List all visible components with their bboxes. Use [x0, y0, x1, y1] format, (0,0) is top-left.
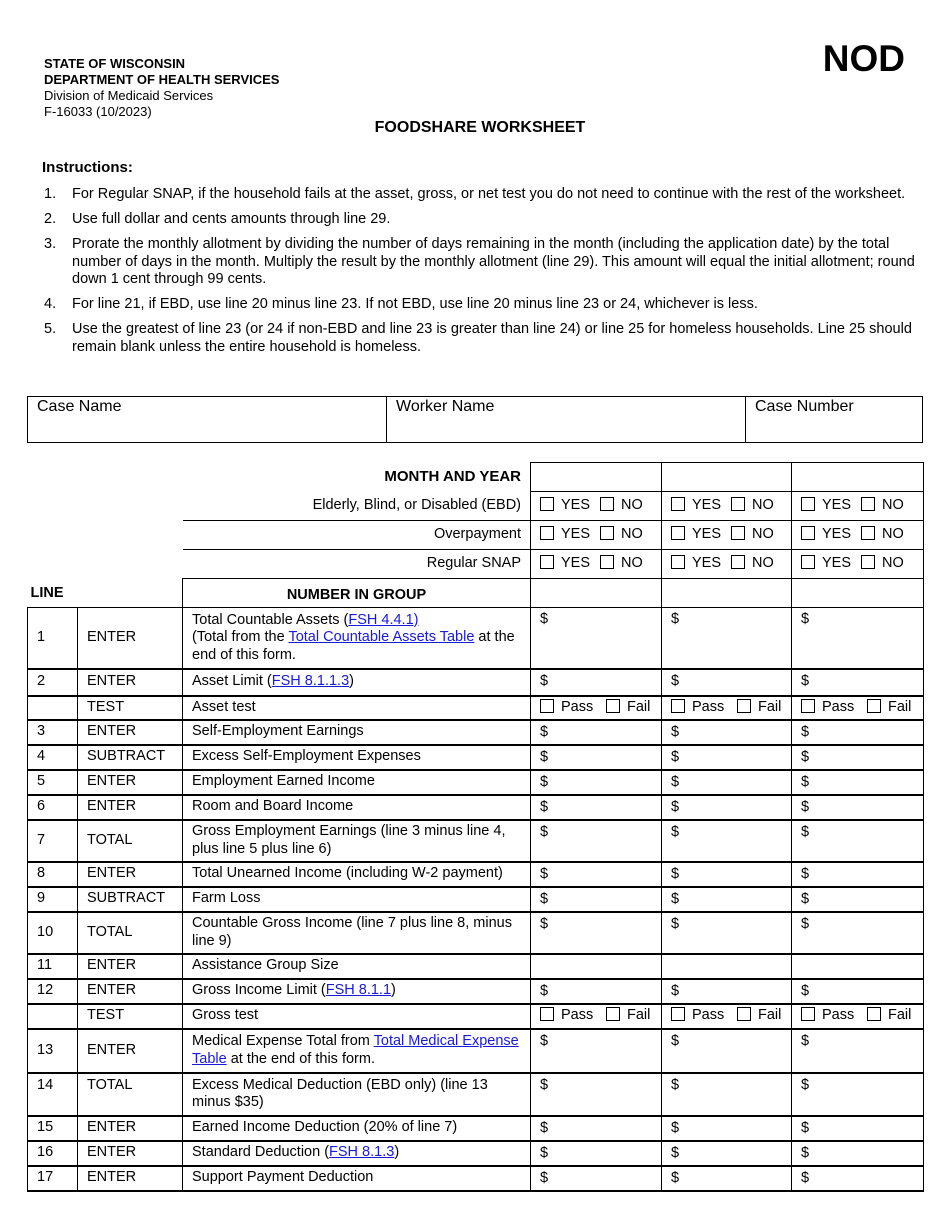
line-action: TEST: [78, 696, 183, 720]
amount-field[interactable]: $: [792, 720, 924, 745]
line-action: SUBTRACT: [78, 887, 183, 912]
department-name: DEPARTMENT OF HEALTH SERVICES: [44, 72, 280, 87]
amount-field[interactable]: $: [662, 720, 792, 745]
fsh-link[interactable]: FSH 8.1.1.3: [271, 673, 350, 690]
ebd-choice: YES NO: [531, 492, 662, 521]
line-action: ENTER: [78, 795, 183, 820]
table-row: [28, 1141, 924, 1166]
no-checkbox[interactable]: [861, 555, 875, 569]
table-row: [28, 795, 924, 820]
instruction-item: 5. Use the greatest of line 23 (or 24 if non-EBD and line 23 is greater than line 24) or line 25 for homeless households. Line 25 should remain blank unless the entire household is homeless.: [44, 321, 912, 355]
amount-field[interactable]: $: [531, 795, 662, 820]
pass-checkbox[interactable]: [801, 699, 815, 713]
regular-snap-choice: YES NO: [662, 550, 792, 579]
case-name-field[interactable]: Case Name: [28, 397, 387, 443]
table-row: [28, 1116, 924, 1141]
amount-field[interactable]: $: [662, 745, 792, 770]
pass-checkbox[interactable]: [671, 1007, 685, 1021]
table-row: [28, 696, 924, 720]
instruction-item: 3. Prorate the monthly allotment by dividing the number of days remaining in the month (including the application date) by the total number of days in the month. Multiply the result by the monthly allotment (line 29). This amount will equal the initial allotment; round down 1 cent through 99 cents.: [44, 236, 915, 287]
line-description: Farm Loss: [183, 887, 531, 912]
amount-field[interactable]: $: [531, 720, 662, 745]
line-number: [28, 696, 78, 720]
table-row: [28, 979, 924, 1004]
amount-field[interactable]: $: [531, 862, 662, 887]
no-checkbox[interactable]: [731, 555, 745, 569]
amount-field[interactable]: $: [531, 1116, 662, 1141]
month-year-input[interactable]: [662, 463, 792, 492]
instruction-item: 2. Use full dollar and cents amounts through line 29.: [44, 211, 391, 227]
fail-checkbox[interactable]: [606, 699, 620, 713]
amount-field[interactable]: $: [792, 745, 924, 770]
amount-field[interactable]: $: [662, 669, 792, 696]
line-header: LINE: [30, 584, 64, 601]
table-row: [28, 1166, 924, 1191]
yes-checkbox[interactable]: [801, 526, 815, 540]
line-number: 16: [28, 1141, 78, 1166]
pass-fail-choice: Pass Fail: [792, 1004, 924, 1029]
line-action: TOTAL: [78, 912, 183, 954]
overpayment-choice: YES NO: [531, 521, 662, 550]
case-info-table: [27, 396, 923, 443]
ebd-choice: YES NO: [792, 492, 924, 521]
group-header: NUMBER IN GROUP: [183, 579, 531, 608]
table-row: [28, 887, 924, 912]
line-action: ENTER: [78, 669, 183, 696]
line-action: ENTER: [78, 862, 183, 887]
no-checkbox[interactable]: [600, 555, 614, 569]
line-action: ENTER: [78, 1116, 183, 1141]
regular-snap-label: Regular SNAP: [183, 550, 531, 579]
amount-field[interactable]: $: [531, 608, 662, 669]
line-action: ENTER: [78, 1141, 183, 1166]
amount-field[interactable]: $: [662, 770, 792, 795]
fsh-link[interactable]: FSH 4.4.1): [348, 611, 419, 628]
pass-fail-choice: Pass Fail: [662, 1004, 792, 1029]
line-description: Excess Medical Deduction (EBD only) (line 13 minus $35): [183, 1073, 531, 1116]
division-name: Division of Medicaid Services: [44, 88, 214, 103]
no-checkbox[interactable]: [600, 497, 614, 511]
line-description: Earned Income Deduction (20% of line 7): [183, 1116, 531, 1141]
yes-checkbox[interactable]: [540, 555, 554, 569]
amount-field[interactable]: $: [662, 820, 792, 862]
line-number: 12: [28, 979, 78, 1004]
fail-checkbox[interactable]: [737, 699, 751, 713]
line-description: Medical Expense Total from Total Medical Expense Table at the end of this form.: [183, 1029, 531, 1073]
agency-header: [44, 56, 279, 120]
amount-field[interactable]: $: [792, 887, 924, 912]
amount-field[interactable]: $: [662, 1029, 792, 1073]
no-checkbox[interactable]: [861, 526, 875, 540]
line-number: 17: [28, 1166, 78, 1191]
no-checkbox[interactable]: [731, 526, 745, 540]
month-year-label: MONTH AND YEAR: [384, 468, 522, 486]
line-description: Excess Self-Employment Expenses: [183, 745, 531, 770]
group-size-field[interactable]: [792, 954, 924, 979]
medical-table-link[interactable]: Total Medical Expense Table: [192, 1033, 519, 1067]
amount-field[interactable]: $: [531, 1166, 662, 1191]
amount-field[interactable]: $: [792, 1166, 924, 1191]
pass-checkbox[interactable]: [540, 699, 554, 713]
line-action: SUBTRACT: [78, 745, 183, 770]
amount-field[interactable]: $: [531, 979, 662, 1004]
amount-field[interactable]: $: [662, 1073, 792, 1116]
table-row: [28, 1004, 924, 1029]
line-number: 11: [28, 954, 78, 979]
line-description: Asset test: [183, 696, 531, 720]
amount-field[interactable]: $: [531, 1073, 662, 1116]
state-name: STATE OF WISCONSIN: [44, 56, 186, 71]
assets-table-link[interactable]: Total Countable Assets Table: [288, 629, 475, 645]
group-input[interactable]: [662, 579, 792, 608]
amount-field[interactable]: $: [662, 1116, 792, 1141]
group-input[interactable]: [792, 579, 924, 608]
line-number: 14: [28, 1073, 78, 1116]
amount-field[interactable]: $: [531, 669, 662, 696]
group-size-field[interactable]: [662, 954, 792, 979]
line-number: 15: [28, 1116, 78, 1141]
group-size-field[interactable]: [531, 954, 662, 979]
line-description: Room and Board Income: [183, 795, 531, 820]
line-number: 9: [28, 887, 78, 912]
table-row: [28, 720, 924, 745]
pass-checkbox[interactable]: [540, 1007, 554, 1021]
amount-field[interactable]: $: [792, 1029, 924, 1073]
regular-snap-choice: YES NO: [531, 550, 662, 579]
page-title: FOODSHARE WORKSHEET: [374, 119, 586, 136]
overpayment-choice: YES NO: [792, 521, 924, 550]
ebd-label: Elderly, Blind, or Disabled (EBD): [183, 492, 531, 521]
amount-field[interactable]: $: [662, 912, 792, 954]
line-description: Gross Employment Earnings (line 3 minus line 4, plus line 5 plus line 6): [183, 820, 531, 862]
instruction-item: 4. For line 21, if EBD, use line 20 minus line 23. If not EBD, use line 20 minus line 23 or 24, whichever is less.: [44, 296, 758, 312]
table-row: [28, 669, 924, 696]
worker-name-field[interactable]: Worker Name: [387, 397, 746, 443]
pass-fail-choice: Pass Fail: [531, 696, 662, 720]
line-number: [28, 1004, 78, 1029]
line-description: Asset Limit (FSH 8.1.1.3): [183, 669, 531, 696]
month-year-input[interactable]: [792, 463, 924, 492]
line-number: 13: [28, 1029, 78, 1073]
amount-field[interactable]: $: [792, 862, 924, 887]
table-row: [28, 912, 924, 954]
amount-field[interactable]: $: [662, 608, 792, 669]
amount-field[interactable]: $: [662, 862, 792, 887]
amount-field[interactable]: $: [531, 887, 662, 912]
instruction-item: 1. For Regular SNAP, if the household fails at the asset, gross, or net test you do not need to continue with the rest of the worksheet.: [44, 186, 906, 202]
yes-checkbox[interactable]: [540, 497, 554, 511]
corner-code: NOD: [822, 38, 905, 79]
month-year-input[interactable]: [531, 463, 662, 492]
line-number: 3: [28, 720, 78, 745]
fsh-link[interactable]: FSH 8.1.1: [325, 982, 392, 999]
amount-field[interactable]: $: [531, 912, 662, 954]
amount-field[interactable]: $: [662, 979, 792, 1004]
yes-checkbox[interactable]: [671, 555, 685, 569]
worksheet-table: [27, 462, 924, 1192]
amount-field[interactable]: $: [792, 795, 924, 820]
amount-field[interactable]: $: [531, 1141, 662, 1166]
line-description: Gross Income Limit (FSH 8.1.1): [183, 979, 531, 1004]
regular-snap-choice: YES NO: [792, 550, 924, 579]
amount-field[interactable]: $: [792, 1141, 924, 1166]
line-number: 5: [28, 770, 78, 795]
amount-field[interactable]: $: [792, 770, 924, 795]
amount-field[interactable]: $: [531, 770, 662, 795]
line-description: Total Unearned Income (including W-2 payment): [183, 862, 531, 887]
overpayment-label: Overpayment: [183, 521, 531, 550]
no-checkbox[interactable]: [861, 497, 875, 511]
case-number-field[interactable]: Case Number: [746, 397, 923, 443]
yes-checkbox[interactable]: [801, 497, 815, 511]
ebd-choice: YES NO: [662, 492, 792, 521]
line-action: ENTER: [78, 979, 183, 1004]
yes-checkbox[interactable]: [540, 526, 554, 540]
line-number: 8: [28, 862, 78, 887]
instructions-list: [44, 186, 929, 364]
amount-field[interactable]: $: [662, 1141, 792, 1166]
table-row: [28, 608, 924, 669]
fail-checkbox[interactable]: [867, 1007, 881, 1021]
amount-field[interactable]: $: [792, 979, 924, 1004]
line-action: ENTER: [78, 770, 183, 795]
line-description: Gross test: [183, 1004, 531, 1029]
line-action: TOTAL: [78, 1073, 183, 1116]
line-action: ENTER: [78, 1029, 183, 1073]
table-row: [28, 1073, 924, 1116]
line-description: Total Countable Assets (FSH 4.4.1) (Total from the Total Countable Assets Table at the end of this form.: [183, 608, 531, 669]
yes-checkbox[interactable]: [671, 497, 685, 511]
amount-field[interactable]: $: [662, 887, 792, 912]
line-description: Countable Gross Income (line 7 plus line 8, minus line 9): [183, 912, 531, 954]
line-number: 10: [28, 912, 78, 954]
amount-field[interactable]: $: [792, 608, 924, 669]
yes-checkbox[interactable]: [671, 526, 685, 540]
line-number: 2: [28, 669, 78, 696]
amount-field[interactable]: $: [531, 745, 662, 770]
line-description: Employment Earned Income: [183, 770, 531, 795]
yes-checkbox[interactable]: [801, 555, 815, 569]
group-input[interactable]: [531, 579, 662, 608]
amount-field[interactable]: $: [662, 795, 792, 820]
line-action: ENTER: [78, 954, 183, 979]
amount-field[interactable]: $: [792, 820, 924, 862]
amount-field[interactable]: $: [531, 820, 662, 862]
pass-fail-choice: Pass Fail: [531, 1004, 662, 1029]
table-row: [28, 820, 924, 862]
line-description: Standard Deduction (FSH 8.1.3): [183, 1141, 531, 1166]
line-action: TOTAL: [78, 820, 183, 862]
line-number: 7: [28, 820, 78, 862]
fail-checkbox[interactable]: [737, 1007, 751, 1021]
amount-field[interactable]: $: [792, 1073, 924, 1116]
line-description: Support Payment Deduction: [183, 1166, 531, 1191]
table-row: [28, 862, 924, 887]
line-description: Assistance Group Size: [183, 954, 531, 979]
line-action: ENTER: [78, 1166, 183, 1191]
line-number: 6: [28, 795, 78, 820]
fail-checkbox[interactable]: [606, 1007, 620, 1021]
overpayment-choice: YES NO: [662, 521, 792, 550]
line-number: 1: [28, 608, 78, 669]
form-number: F-16033 (10/2023): [44, 104, 152, 119]
line-action: ENTER: [78, 720, 183, 745]
amount-field[interactable]: $: [792, 1116, 924, 1141]
table-row: [28, 745, 924, 770]
line-action: ENTER: [78, 608, 183, 669]
no-checkbox[interactable]: [600, 526, 614, 540]
table-row: [28, 954, 924, 979]
line-action: TEST: [78, 1004, 183, 1029]
line-number: 4: [28, 745, 78, 770]
pass-checkbox[interactable]: [671, 699, 685, 713]
pass-fail-choice: Pass Fail: [792, 696, 924, 720]
fail-checkbox[interactable]: [867, 699, 881, 713]
amount-field[interactable]: $: [662, 1166, 792, 1191]
amount-field[interactable]: $: [792, 669, 924, 696]
table-row: [28, 770, 924, 795]
pass-checkbox[interactable]: [801, 1007, 815, 1021]
amount-field[interactable]: $: [531, 1029, 662, 1073]
amount-field[interactable]: $: [792, 912, 924, 954]
instructions-heading: Instructions:: [42, 159, 133, 176]
table-row: [28, 1029, 924, 1073]
pass-fail-choice: Pass Fail: [662, 696, 792, 720]
fsh-link[interactable]: FSH 8.1.3: [329, 1144, 395, 1161]
no-checkbox[interactable]: [731, 497, 745, 511]
line-description: Self-Employment Earnings: [183, 720, 531, 745]
